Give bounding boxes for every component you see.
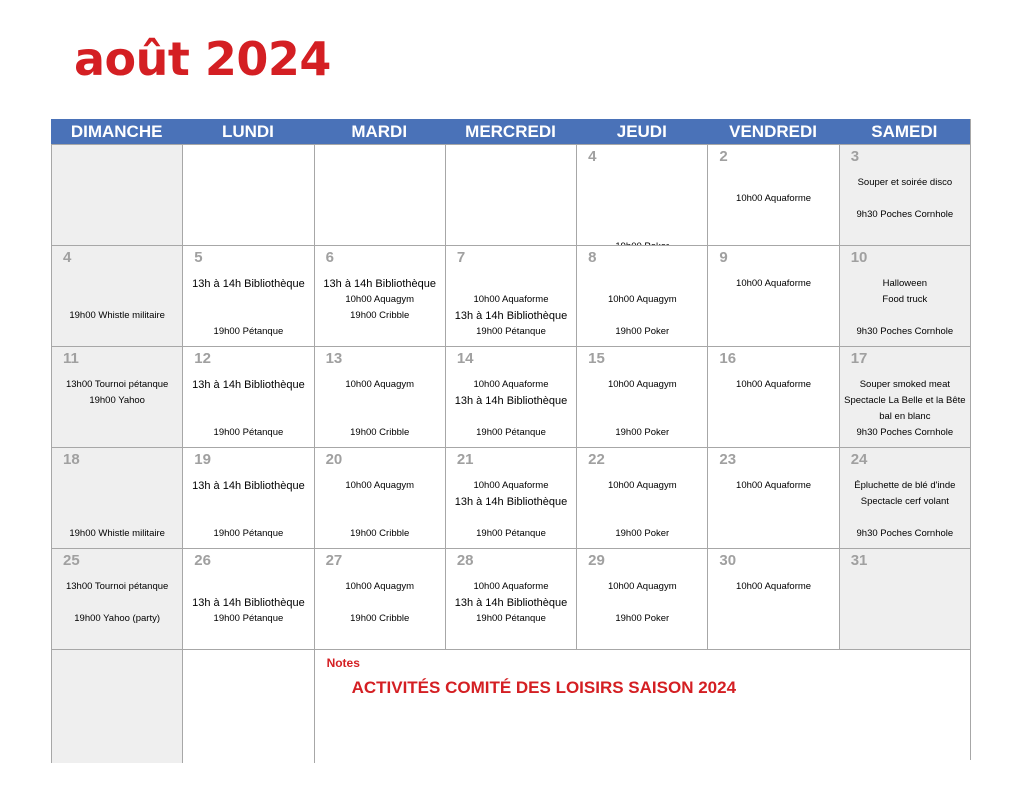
event-item: 19h00 Poker xyxy=(615,528,670,539)
notes-text: ACTIVITÉS COMITÉ DES LOISIRS SAISON 2024 xyxy=(351,678,737,697)
event-item: 10h00 Aquaforme xyxy=(736,278,812,289)
calendar-day-cell[interactable] xyxy=(314,548,445,649)
day-number: 15 xyxy=(588,350,605,367)
day-number: 7 xyxy=(456,249,466,266)
event-item: 10h00 Aquaforme xyxy=(736,480,812,491)
weekday-sunday: DIMANCHE xyxy=(70,122,163,141)
calendar-day-cell[interactable] xyxy=(445,346,576,447)
event-item: 13h à 14h Bibliothèque xyxy=(192,597,305,609)
event-item: 10h00 Aquaforme xyxy=(736,193,812,204)
day-number: 17 xyxy=(850,350,868,367)
day-number: 14 xyxy=(456,350,474,367)
calendar-cell-empty xyxy=(445,144,576,245)
day-number: 18 xyxy=(63,451,80,468)
event-item: 19h00 Pétanque xyxy=(476,326,546,337)
weekday-friday: VENDREDI xyxy=(729,122,817,141)
day-number: 2 xyxy=(719,148,728,165)
calendar-day-cell[interactable] xyxy=(839,548,970,649)
event-item: Souper smoked meat xyxy=(859,379,950,390)
event-item: 10h00 Aquagym xyxy=(345,294,415,305)
day-number: 26 xyxy=(194,552,211,569)
event-item: 13h à 14h Bibliothèque xyxy=(323,278,436,290)
calendar-day-cell[interactable] xyxy=(576,548,707,649)
calendar-day-cell[interactable] xyxy=(445,245,576,346)
event-item: 10h00 Aquaforme xyxy=(736,581,812,592)
event-item: 10h00 Aquagym xyxy=(607,581,677,592)
event-item: 10h00 Aquagym xyxy=(607,480,677,491)
calendar-day-cell[interactable] xyxy=(576,245,707,346)
calendar-day-cell[interactable] xyxy=(576,447,707,548)
calendar-day-cell[interactable] xyxy=(576,346,707,447)
event-item: Spectacle La Belle et la Bête xyxy=(844,395,966,406)
weekday-wednesday: MERCREDI xyxy=(465,122,556,141)
calendar-day-cell[interactable] xyxy=(839,144,970,245)
day-number: 20 xyxy=(325,451,343,468)
event-item: 19h00 Yahoo xyxy=(89,395,145,406)
event-item: 19h00 Pétanque xyxy=(213,528,284,539)
event-item: 10h00 Aquaforme xyxy=(473,480,549,491)
event-item: 10h00 Aquaforme xyxy=(473,294,549,305)
event-item: Food truck xyxy=(882,294,928,305)
event-item: 19h00 Whistle militaire xyxy=(69,528,165,539)
calendar-day-cell[interactable] xyxy=(839,346,970,447)
event-item: 10h00 Aquaforme xyxy=(473,581,549,592)
day-number: 23 xyxy=(719,451,737,468)
event-item: 9h30 Poches Cornhole xyxy=(856,528,954,539)
day-number: 8 xyxy=(588,249,597,266)
day-number: 22 xyxy=(588,451,605,468)
calendar-day-cell[interactable] xyxy=(707,245,838,346)
event-item: 19h00 Poker xyxy=(615,613,670,624)
event-item: 19h00 Pétanque xyxy=(213,613,284,624)
weekday-tuesday: MARDI xyxy=(351,122,408,141)
event-item: 13h à 14h Bibliothèque xyxy=(192,278,305,290)
weekday-monday: LUNDI xyxy=(221,122,274,141)
event-item: Halloween xyxy=(882,278,928,289)
event-item: Spectacle cerf volant xyxy=(860,496,949,507)
day-number: 24 xyxy=(850,451,868,468)
event-item: 13h00 Tournoi pétanque xyxy=(65,581,169,592)
event-item: 19h00 Pétanque xyxy=(476,528,546,539)
day-number: 28 xyxy=(456,552,474,569)
event-item: 13h à 14h Bibliothèque xyxy=(192,379,305,391)
event-item: 13h à 14h Bibliothèque xyxy=(454,496,568,508)
calendar-grid xyxy=(51,144,970,763)
event-item: 19h00 Yahoo (party) xyxy=(74,613,161,624)
day-number: 19 xyxy=(194,451,211,468)
day-number: 11 xyxy=(63,350,79,367)
calendar-day-cell[interactable] xyxy=(51,548,182,649)
day-number: 10 xyxy=(850,249,868,266)
weekday-header xyxy=(51,119,970,144)
event-item: Souper et soirée disco xyxy=(857,177,953,188)
notes-section xyxy=(314,649,970,763)
event-item: 13h à 14h Bibliothèque xyxy=(454,310,568,322)
event-item: 19h00 Pétanque xyxy=(476,427,546,438)
event-item: 13h00 Tournoi pétanque xyxy=(65,379,169,390)
calendar-day-cell[interactable] xyxy=(314,447,445,548)
calendar-day-cell[interactable] xyxy=(182,245,313,346)
calendar-day-cell[interactable] xyxy=(707,144,838,245)
calendar-day-cell[interactable] xyxy=(576,144,707,245)
event-item: 13h à 14h Bibliothèque xyxy=(192,480,305,492)
day-number: 6 xyxy=(325,249,334,266)
calendar-day-cell[interactable] xyxy=(707,447,838,548)
day-number: 12 xyxy=(194,350,211,367)
day-number: 4 xyxy=(63,249,72,266)
calendar-cell-empty xyxy=(314,144,445,245)
event-item: 10h00 Aquagym xyxy=(345,379,415,390)
day-number: 16 xyxy=(719,350,737,367)
calendar-cell-empty xyxy=(51,144,182,245)
event-item: 19h00 Cribble xyxy=(350,427,410,438)
day-number: 3 xyxy=(850,148,860,165)
event-item: 19h00 Poker xyxy=(615,326,670,337)
calendar-cell-empty xyxy=(182,144,313,245)
event-item: 19h00 Cribble xyxy=(350,613,410,624)
event-item: 9h30 Poches Cornhole xyxy=(856,209,954,220)
day-number: 31 xyxy=(850,552,868,569)
calendar-day-cell[interactable] xyxy=(182,346,313,447)
event-item: 19h00 Cribble xyxy=(350,528,410,539)
calendar-day-cell[interactable] xyxy=(314,245,445,346)
calendar-day-cell[interactable] xyxy=(707,346,838,447)
event-item: 19h00 Pétanque xyxy=(213,427,284,438)
event-item: 10h00 Aquagym xyxy=(607,294,677,305)
day-number: 4 xyxy=(588,148,597,165)
event-item: 19h00 Whistle militaire xyxy=(69,310,165,321)
day-number: 13 xyxy=(325,350,343,367)
month-title: août 2024 xyxy=(74,32,331,86)
event-item: 9h30 Poches Cornhole xyxy=(856,427,954,438)
day-number: 25 xyxy=(63,552,80,569)
calendar-day-cell[interactable] xyxy=(51,346,182,447)
calendar-day-cell[interactable] xyxy=(839,245,970,346)
day-number: 21 xyxy=(456,451,474,468)
day-number: 5 xyxy=(194,249,203,266)
event-item: 9h30 Poches Cornhole xyxy=(856,326,954,337)
day-number: 9 xyxy=(719,249,728,266)
event-item: Épluchette de blé d'inde xyxy=(854,480,956,491)
event-item: bal en blanc xyxy=(879,411,931,422)
event-item: 10h00 Aquaforme xyxy=(736,379,812,390)
day-number: 29 xyxy=(588,552,605,569)
calendar-day-cell[interactable] xyxy=(182,548,313,649)
calendar-day-cell[interactable] xyxy=(707,548,838,649)
calendar-day-cell[interactable] xyxy=(445,548,576,649)
calendar-day-cell[interactable] xyxy=(314,346,445,447)
day-number: 30 xyxy=(719,552,737,569)
event-item: 19h00 Cribble xyxy=(350,310,410,321)
calendar-day-cell[interactable] xyxy=(839,447,970,548)
day-number: 27 xyxy=(325,552,343,569)
calendar-cell-empty xyxy=(51,649,182,763)
calendar-day-cell[interactable] xyxy=(445,447,576,548)
event-item: 13h à 14h Bibliothèque xyxy=(454,395,568,407)
notes-label: Notes xyxy=(326,656,360,670)
event-item: 10h00 Aquagym xyxy=(607,379,677,390)
event-item: 13h à 14h Bibliothèque xyxy=(454,597,568,609)
event-item: 19h00 Poker xyxy=(615,427,670,438)
calendar-day-cell[interactable] xyxy=(182,447,313,548)
event-item: 10h00 Aquaforme xyxy=(473,379,549,390)
calendar-cell-empty xyxy=(182,649,313,763)
calendar xyxy=(51,119,971,760)
event-item: 19h00 Pétanque xyxy=(213,326,284,337)
event-item: 10h00 Aquagym xyxy=(345,480,415,491)
event-item: 19h00 Pétanque xyxy=(476,613,546,624)
weekday-saturday: SAMEDI xyxy=(871,122,938,141)
event-item: 10h00 Aquagym xyxy=(345,581,415,592)
calendar-day-cell[interactable] xyxy=(51,245,182,346)
calendar-day-cell[interactable] xyxy=(51,447,182,548)
weekday-thursday: JEUDI xyxy=(616,122,667,141)
